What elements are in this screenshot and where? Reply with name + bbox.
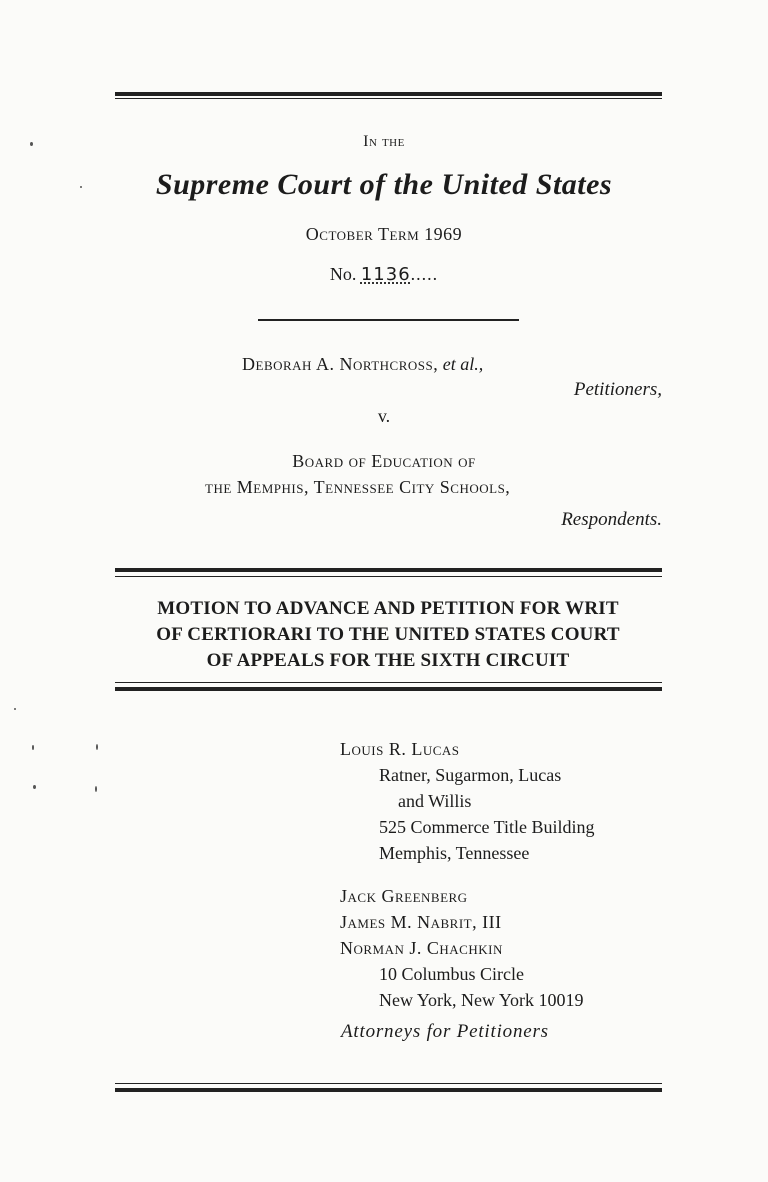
petitioner-et-al: et al., xyxy=(442,354,484,374)
bottom-rule-thick xyxy=(115,1088,662,1092)
in-the-label: In the xyxy=(363,133,405,150)
respondent-role: Respondents. xyxy=(561,509,662,530)
lower-rule-thin xyxy=(115,682,662,683)
scan-speck xyxy=(95,786,97,792)
firm-line-2: and Willis xyxy=(398,791,472,811)
motion-heading-line-2: OF CERTIORARI TO THE UNITED STATES COURT xyxy=(156,624,620,645)
respondent-line-2: the Memphis, Tennessee City Schools, xyxy=(205,477,511,497)
term-label: October Term 1969 xyxy=(305,224,463,244)
middle-rule-thin xyxy=(115,576,662,577)
docket-number-handwritten: 1136 xyxy=(360,264,411,285)
docket-number xyxy=(0,264,768,285)
petitioner-name: Deborah A. Northcross, xyxy=(242,354,439,374)
address-line-2: Memphis, Tennessee xyxy=(379,843,530,863)
attorneys-for-label: Attorneys for Petitioners xyxy=(341,1021,549,1042)
scan-speck xyxy=(80,186,82,188)
scan-speck xyxy=(96,744,98,750)
counsel-name-greenberg: Jack Greenberg xyxy=(340,886,468,906)
lower-rule-thick xyxy=(115,687,662,691)
bottom-rule-thin xyxy=(115,1083,662,1084)
petitioner-role: Petitioners, xyxy=(573,379,662,400)
scan-speck xyxy=(33,785,36,789)
counsel-block-2 xyxy=(340,883,584,1013)
firm-line-1: Ratner, Sugarmon, Lucas xyxy=(379,765,562,785)
address-line-4: New York, New York 10019 xyxy=(379,990,584,1010)
versus-label: v. xyxy=(377,406,391,426)
scan-speck xyxy=(14,708,16,710)
docket-dots: ..... xyxy=(410,264,439,284)
counsel-name-chachkin: Norman J. Chachkin xyxy=(340,938,503,958)
counsel-block-1 xyxy=(340,736,595,866)
scan-speck xyxy=(30,142,33,146)
motion-heading xyxy=(112,596,664,674)
motion-heading-line-3: OF APPEALS FOR THE SIXTH CIRCUIT xyxy=(206,650,570,671)
motion-heading-line-1: MOTION TO ADVANCE AND PETITION FOR WRIT xyxy=(157,598,619,619)
counsel-name-lucas: Louis R. Lucas xyxy=(340,739,460,759)
petitioner-line xyxy=(242,354,483,375)
counsel-name-nabrit: James M. Nabrit, III xyxy=(340,912,502,932)
docket-prefix: No. xyxy=(329,264,357,284)
scan-speck xyxy=(32,745,34,750)
address-line-1: 525 Commerce Title Building xyxy=(379,817,595,837)
top-rule-thin xyxy=(115,98,662,99)
top-rule-thick xyxy=(115,92,662,96)
court-name-title: Supreme Court of the United States xyxy=(155,168,613,201)
address-line-3: 10 Columbus Circle xyxy=(379,964,524,984)
respondent-line-1: Board of Education of xyxy=(292,451,476,471)
middle-rule-thick xyxy=(115,568,662,572)
short-divider xyxy=(258,319,519,321)
